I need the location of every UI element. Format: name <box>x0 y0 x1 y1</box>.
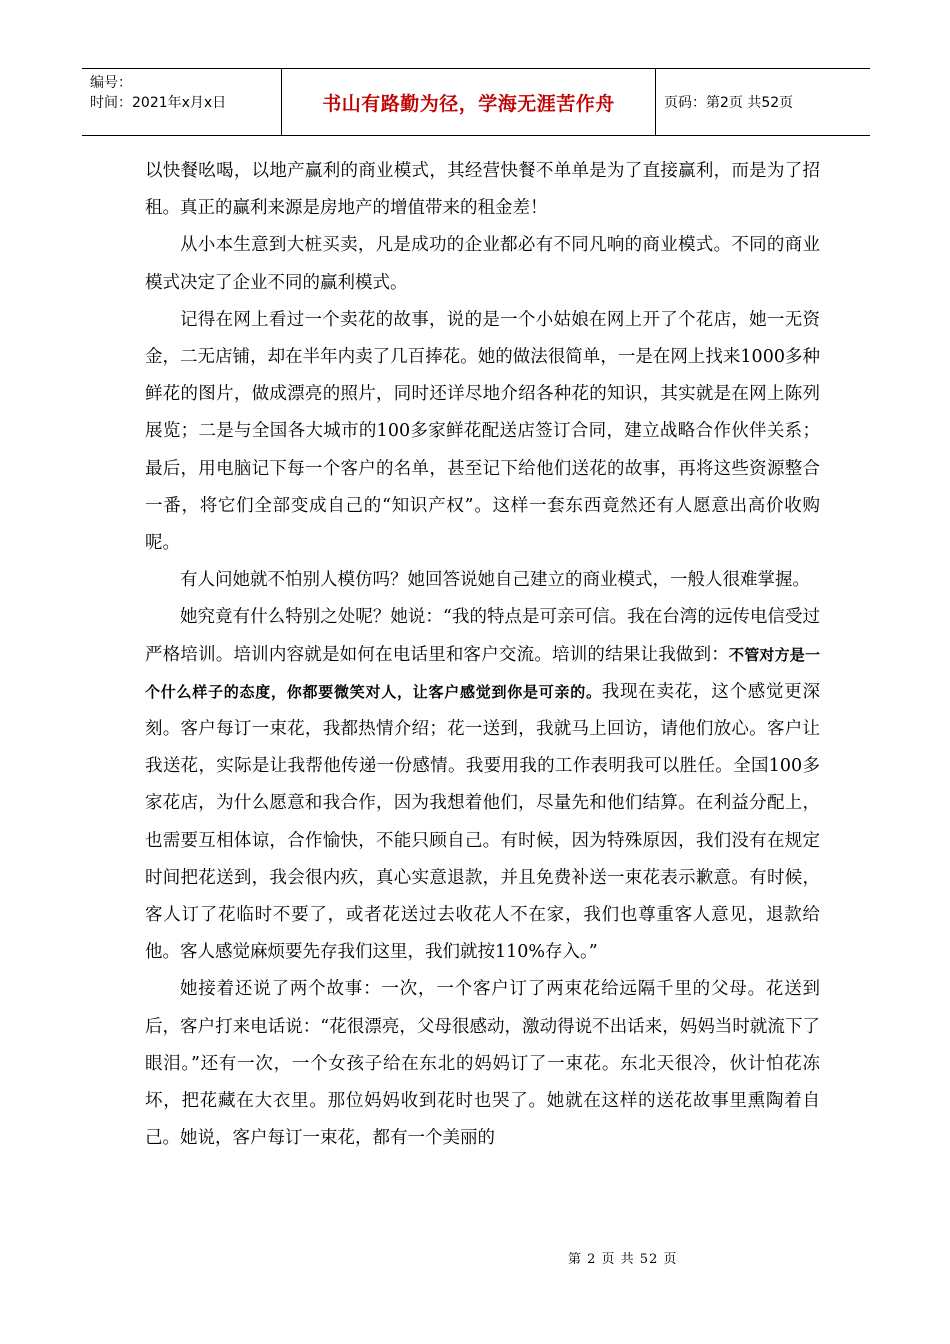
paragraph-quote <box>145 599 820 971</box>
paragraph-continued: 以快餐吆喝，以地产赢利的商业模式，其经营快餐不单单是为了直接赢利，而是为了招租。真正的赢利来源是房地产的增值带来的租金差！ <box>145 161 820 219</box>
quote-intro: 她究竟有什么特别之处呢？她说：“我的特点是可亲可信。我在台湾的远传电信受过严格培训。培训内容就是如何在电话里和客户交流。培训的结果让我做到： <box>145 607 820 665</box>
paragraph: 从小本生意到大桩买卖，凡是成功的企业都必有不同凡响的商业模式。不同的商业模式决定了企业不同的赢利模式。 <box>145 235 820 293</box>
header-motto: 书山有路勤为径，学海无涯苦作舟 <box>282 69 656 135</box>
header-page-info: 页码：第2页 共52页 <box>664 95 794 111</box>
header-meta-cell <box>82 69 282 135</box>
paragraph: 有人问她就不怕别人模仿吗？她回答说她自己建立的商业模式，一般人很难掌握。 <box>180 570 810 591</box>
quote-rest: 我现在卖花，这个感觉更深刻。客户每订一束花，我都热情介绍；花一送到，我就马上回访，请他们放心。客户让我送花，实际是让我帮他传递一份感情。我要用我的工作表明我可以胜任。全国100多家花店，为什么愿意和我合作，因为我想着他们，尽量先和他们结算。在利益分配上，也需要互相体谅，合作愉快，不能只顾自己。有时候，因为特殊原因，我们没有在规定时间把花送到，我会很内疚，真心实意退款，并且免费补送一束花表示歉意。有时候，客人订了花临时不要了，或者花送过去收花人不在家，我们也尊重客人意见，退款给他。客人感觉麻烦要先存我们这里，我们就按110%存入。” <box>145 681 820 963</box>
page-footer: 第 2 页 共 52 页 <box>568 1252 678 1267</box>
document-number-label: 编号： <box>90 75 132 91</box>
document-header <box>82 68 870 136</box>
paragraph: 她接着还说了两个故事：一次，一个客户订了两束花给远隔千里的父母。花送到后，客户打来电话说：“花很漂亮，父母很感动，激动得说不出话来，妈妈当时就流下了眼泪。”还有一次，一个女孩子给在东北的妈妈订了一束花。东北天很冷，伙计怕花冻坏，把花藏在大衣里。那位妈妈收到花时也哭了。她就在这样的送花故事里熏陶着自己。她说，客户每订一束花，都有一个美丽的 <box>145 979 820 1149</box>
paragraph: 记得在网上看过一个卖花的故事，说的是一个小姑娘在网上开了个花店，她一无资金，二无店铺，却在半年内卖了几百捧花。她的做法很简单，一是在网上找来1000多种鲜花的图片，做成漂亮的照片，同时还详尽地介绍各种花的知识，其实就是在网上陈列展览；二是与全国各大城市的100多家鲜花配送店签订合同，建立战略合作伙伴关系；最后，用电脑记下每一个客户的名单，甚至记下给他们送花的故事，再将这些资源整合一番，将它们全部变成自己的“知识产权”。这样一套东西竟然还有人愿意出高价收购呢。 <box>145 309 820 554</box>
document-time-label: 时间：2021年x月x日 <box>90 95 227 111</box>
document-body <box>145 153 820 1157</box>
quote-emphasis: 不管对方是一个什么样子的态度，你都要微笑对人，让客户感觉到你是可亲的。 <box>145 645 820 701</box>
